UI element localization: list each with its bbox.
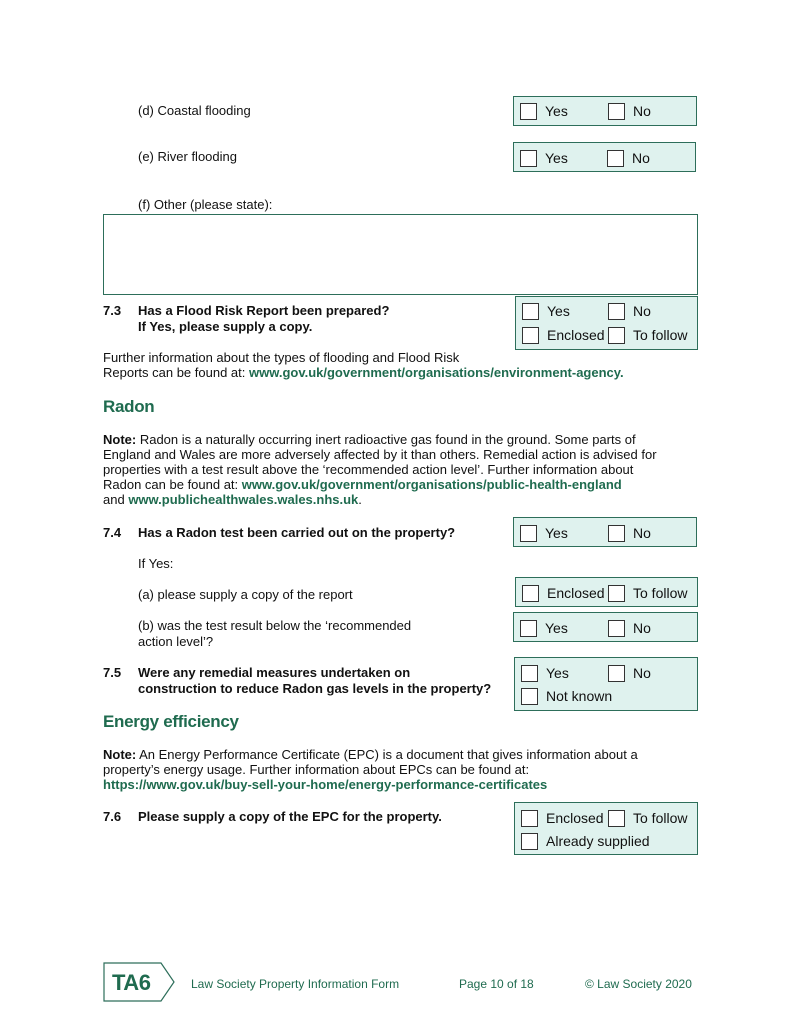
q74a-to-follow-option[interactable]: To follow — [608, 584, 687, 602]
checkbox[interactable] — [608, 525, 625, 542]
item-f-label: (f) Other (please state): — [138, 197, 273, 212]
radon-note-line2: England and Wales are more adversely affected by it than others. Remedial action is advised for — [103, 447, 657, 462]
q76-already-supplied-option[interactable]: Already supplied — [521, 832, 650, 850]
item-e-label: (e) River flooding — [138, 149, 237, 164]
epc-link[interactable]: https://www.gov.uk/buy-sell-your-home/energy-performance-certificates — [103, 777, 548, 792]
checkbox[interactable] — [608, 303, 625, 320]
checkbox[interactable] — [608, 620, 625, 637]
q73-number: 7.3 — [103, 303, 122, 318]
q73-instruction: If Yes, please supply a copy. — [138, 319, 313, 334]
note-label: Note: — [103, 432, 137, 447]
checkbox[interactable] — [522, 303, 539, 320]
q76-enclosed-option[interactable]: Enclosed — [521, 809, 604, 827]
item-e-yes-option[interactable]: Yes — [520, 149, 568, 167]
q73-yes-option[interactable]: Yes — [522, 302, 570, 320]
public-health-england-link[interactable]: www.gov.uk/government/organisations/public-health-england — [241, 477, 622, 492]
checkbox[interactable] — [520, 620, 537, 637]
energy-heading: Energy efficiency — [103, 712, 239, 731]
flood-info-line1: Further information about the types of flooding and Flood Risk — [103, 350, 460, 365]
checkbox[interactable] — [608, 327, 625, 344]
q74b-label-line1: (b) was the test result below the ‘recommended — [138, 618, 412, 633]
q74-question: Has a Radon test been carried out on the property? — [138, 525, 456, 540]
checkbox[interactable] — [522, 585, 539, 602]
q75-yes-option[interactable]: Yes — [521, 664, 569, 682]
q75-question-line2: construction to reduce Radon gas levels in the property? — [138, 681, 492, 696]
q74a-options — [515, 577, 698, 607]
q74a-label: (a) please supply a copy of the report — [138, 587, 353, 602]
q75-not-known-option[interactable]: Not known — [521, 687, 612, 705]
q73-enclosed-option[interactable]: Enclosed — [522, 326, 605, 344]
energy-note — [103, 747, 703, 792]
q74-yes-option[interactable]: Yes — [520, 524, 568, 542]
q75-number: 7.5 — [103, 665, 122, 680]
checkbox[interactable] — [520, 103, 537, 120]
flood-info-prefix: Reports can be found at: — [103, 365, 249, 380]
checkbox[interactable] — [607, 150, 624, 167]
checkbox[interactable] — [521, 810, 538, 827]
q74-number: 7.4 — [103, 525, 122, 540]
q73-question: Has a Flood Risk Report been prepared? — [138, 303, 390, 318]
q74-no-option[interactable]: No — [608, 524, 651, 542]
checkbox[interactable] — [521, 665, 538, 682]
ta6-badge-text: TA6 — [112, 970, 151, 995]
item-d-no-option[interactable]: No — [608, 102, 651, 120]
radon-note-prefix: Radon can be found at: — [103, 477, 242, 492]
q76-options — [514, 802, 698, 855]
note-label: Note: — [103, 747, 137, 762]
checkbox[interactable] — [608, 665, 625, 682]
item-e-no-option[interactable]: No — [607, 149, 650, 167]
q76-question: Please supply a copy of the EPC for the property. — [138, 809, 442, 824]
radon-note — [103, 432, 703, 507]
q75-question-line1: Were any remedial measures undertaken on — [138, 665, 411, 680]
q74a-enclosed-option[interactable]: Enclosed — [522, 584, 605, 602]
footer-page-number: Page 10 of 18 — [459, 977, 534, 991]
item-d-label: (d) Coastal flooding — [138, 103, 251, 118]
q73-to-follow-option[interactable]: To follow — [608, 326, 687, 344]
period: . — [358, 492, 362, 507]
q75-no-option[interactable]: No — [608, 664, 651, 682]
radon-heading: Radon — [103, 397, 155, 416]
q74b-options — [513, 612, 698, 642]
q73-options — [515, 296, 698, 350]
checkbox[interactable] — [521, 833, 538, 850]
checkbox[interactable] — [520, 150, 537, 167]
radon-and: and — [103, 492, 129, 507]
energy-note-line2: property’s energy usage. Further information about EPCs can be found at: — [103, 762, 530, 777]
item-e-options — [513, 142, 696, 172]
if-yes-label: If Yes: — [138, 556, 174, 571]
q74b-yes-option[interactable]: Yes — [520, 619, 568, 637]
public-health-wales-link[interactable]: www.publichealthwales.wales.nhs.uk — [128, 492, 359, 507]
item-d-options — [513, 96, 697, 126]
environment-agency-link[interactable]: www.gov.uk/government/organisations/environment-agency. — [248, 365, 624, 380]
q74b-label-line2: action level’? — [138, 634, 214, 649]
checkbox[interactable] — [608, 810, 625, 827]
q73-no-option[interactable]: No — [608, 302, 651, 320]
ta6-badge — [103, 962, 175, 1002]
q74-options — [513, 517, 697, 547]
checkbox[interactable] — [520, 525, 537, 542]
other-text-field[interactable] — [103, 214, 698, 295]
checkbox[interactable] — [608, 103, 625, 120]
checkbox[interactable] — [521, 688, 538, 705]
q76-number: 7.6 — [103, 809, 122, 824]
flood-info — [103, 350, 624, 380]
energy-note-text: An Energy Performance Certificate (EPC) is a document that gives information about a — [136, 747, 638, 762]
q74b-no-option[interactable]: No — [608, 619, 651, 637]
q76-to-follow-option[interactable]: To follow — [608, 809, 687, 827]
footer-form-name: Law Society Property Information Form — [191, 977, 400, 991]
q75-options — [514, 657, 698, 711]
item-d-yes-option[interactable]: Yes — [520, 102, 568, 120]
checkbox[interactable] — [522, 327, 539, 344]
checkbox[interactable] — [608, 585, 625, 602]
radon-note-text: Radon is a naturally occurring inert radioactive gas found in the ground. Some parts of — [136, 432, 636, 447]
footer-copyright: © Law Society 2020 — [585, 977, 692, 991]
radon-note-line3: properties with a test result above the ‘recommended action level’. Further information about — [103, 462, 634, 477]
